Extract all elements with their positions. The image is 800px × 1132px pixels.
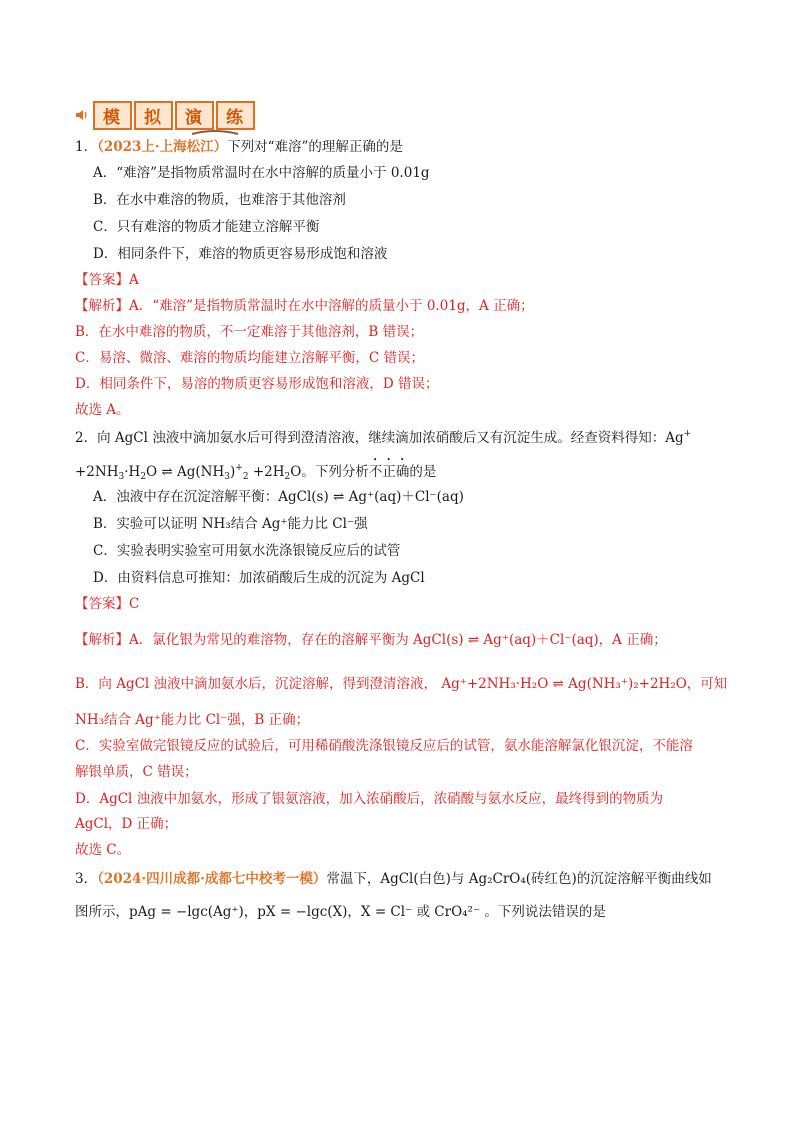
- q1-answer: 【答案】A: [75, 272, 139, 288]
- speaker-icon: [75, 108, 89, 122]
- q1-stem-text: 下列对“难溶”的理解正确的是: [227, 139, 403, 155]
- q2-option-b: B．实验可以证明 NH₃结合 Ag⁺能力比 Cl⁻强: [93, 516, 368, 532]
- q2-option-c: C．实验表明实验室可用氨水洗涤银镜反应后的试管: [93, 543, 401, 559]
- q3-number: 3．: [75, 871, 98, 887]
- q1-option-c: C．只有难溶的物质才能建立溶解平衡: [93, 219, 320, 235]
- q1-analysis-conclusion: 故选 A。: [75, 402, 130, 418]
- header-underline-decoration: [190, 128, 240, 138]
- q2-stem-part-d: ): [230, 464, 236, 480]
- q3-stem-text-1: 常温下，AgCl(白色)与 Ag₂CrO₄(砖红色)的沉淀溶解平衡曲线如: [326, 871, 712, 887]
- header-char-3: 演: [175, 101, 214, 130]
- q1-analysis-a: [75, 298, 534, 316]
- q3-stem-line-2: 图所示，pAg = −lgc(Ag⁺)，pX = −lgc(X)，X = Cl⁻ 或 CrO₄²⁻ 。下列说法错误的是: [75, 904, 606, 920]
- q2-analysis-b: B．向 AgCl 浊液中滴加氨水后，沉淀溶解，得到澄清溶液， Ag⁺+2NH₃·H₂O ⇌ Ag(NH₃⁺)₂+2H₂O，可知: [75, 676, 728, 692]
- q1-number: 1．: [75, 139, 98, 155]
- q2-stem-text-1: 向 AgCl 浊液中滴加氨水后可得到澄清溶液，继续滴加浓硝酸后又有沉淀生成。经查资料得知：Ag: [97, 430, 684, 446]
- q2-analysis-d: D．AgCl 浊液中加氨水，形成了银氨溶液，加入浓硝酸后，浓硝酸与氨水反应，最终得到的物质为: [75, 791, 664, 807]
- q2-answer: 【答案】C: [75, 596, 140, 612]
- q2-stem-line-2: $+2NH_3\cdot H_2O$ ⇌ $Ag(NH_3)^+_2 +2H_2O$。下列分析不正确的是: [75, 463, 437, 482]
- q1-option-b: B．在水中难溶的物质，也难溶于其他溶剂: [93, 192, 346, 208]
- section-header: [75, 100, 257, 130]
- q3-source: （2024·四川成都·成都七中校考一模）: [97, 871, 327, 887]
- q2-analysis-line-1: A．氯化银为常见的难溶物，存在的溶解平衡为 AgCl(s) ⇌ Ag⁺(aq)＋Cl⁻(aq)，A 正确；: [129, 632, 667, 648]
- q1-analysis-line-1: A．“难溶”是指物质常温时在水中溶解的质量小于 0.01g，A 正确；: [129, 298, 534, 314]
- q2-stem-part-a: +2NH: [75, 464, 119, 480]
- q3-stem-line-1: [75, 871, 712, 889]
- q2-number: 2．: [75, 430, 98, 446]
- q1-option-a: A．“难溶”是指物质常温时在水中溶解的质量小于 0.01g: [93, 165, 430, 181]
- header-char-1: 模: [93, 101, 132, 130]
- q2-option-d: D．由资料信息可推知：加浓硝酸后生成的沉淀为 AgCl: [93, 570, 425, 586]
- q1-option-d: D．相同条件下，难溶的物质更容易形成饱和溶液: [93, 246, 388, 262]
- q2-stem-part-e: +2H: [248, 464, 285, 480]
- q2-analysis-a: [75, 632, 667, 650]
- header-char-4: 练: [216, 101, 255, 130]
- q2-stem-part-b: ·H: [124, 464, 141, 480]
- q2-analysis-c-cont: 解银单质，C 错误；: [75, 764, 198, 780]
- q1-stem: [75, 139, 403, 157]
- q1-analysis-head: 【解析】: [75, 298, 129, 314]
- q2-stem-part-g: 的是: [409, 464, 437, 480]
- q2-analysis-d-cont: AgCl，D 正确；: [75, 816, 178, 832]
- q1-analysis-d: D．相同条件下，易溶的物质更容易形成饱和溶液，D 错误；: [75, 376, 439, 392]
- q2-stem-line-1: 2．向 AgCl 浊液中滴加氨水后可得到澄清溶液，继续滴加浓硝酸后又有沉淀生成。经查资料得知：Ag+: [75, 429, 692, 446]
- q2-analysis-conclusion: 故选 C。: [75, 842, 131, 858]
- q1-analysis-c: C．易溶、微溶、难溶的物质均能建立溶解平衡，C 错误；: [75, 350, 424, 366]
- q2-emphasis-not-correct: 不正确: [368, 464, 410, 480]
- q1-source: （2023上·上海松江）: [97, 139, 228, 155]
- header-char-2: 拟: [134, 101, 173, 130]
- q2-analysis-head: 【解析】: [75, 632, 129, 648]
- q1-analysis-b: B．在水中难溶的物质，不一定难溶于其他溶剂，B 错误；: [75, 324, 424, 340]
- q2-analysis-c: C．实验室做完银镜反应的试验后，可用稀硝酸洗涤银镜反应后的试管，氨水能溶解氯化银沉淀，不能溶: [75, 738, 693, 754]
- q2-stem-part-c: O ⇌ Ag(NH: [146, 464, 225, 480]
- q2-stem-part-f: O。下列分析: [290, 464, 369, 480]
- q2-option-a: A．浊液中存在沉淀溶解平衡：AgCl(s) ⇌ Ag⁺(aq)＋Cl⁻(aq): [93, 489, 464, 505]
- q2-analysis-b-cont: NH₃结合 Ag⁺能力比 Cl⁻强，B 正确；: [75, 712, 310, 728]
